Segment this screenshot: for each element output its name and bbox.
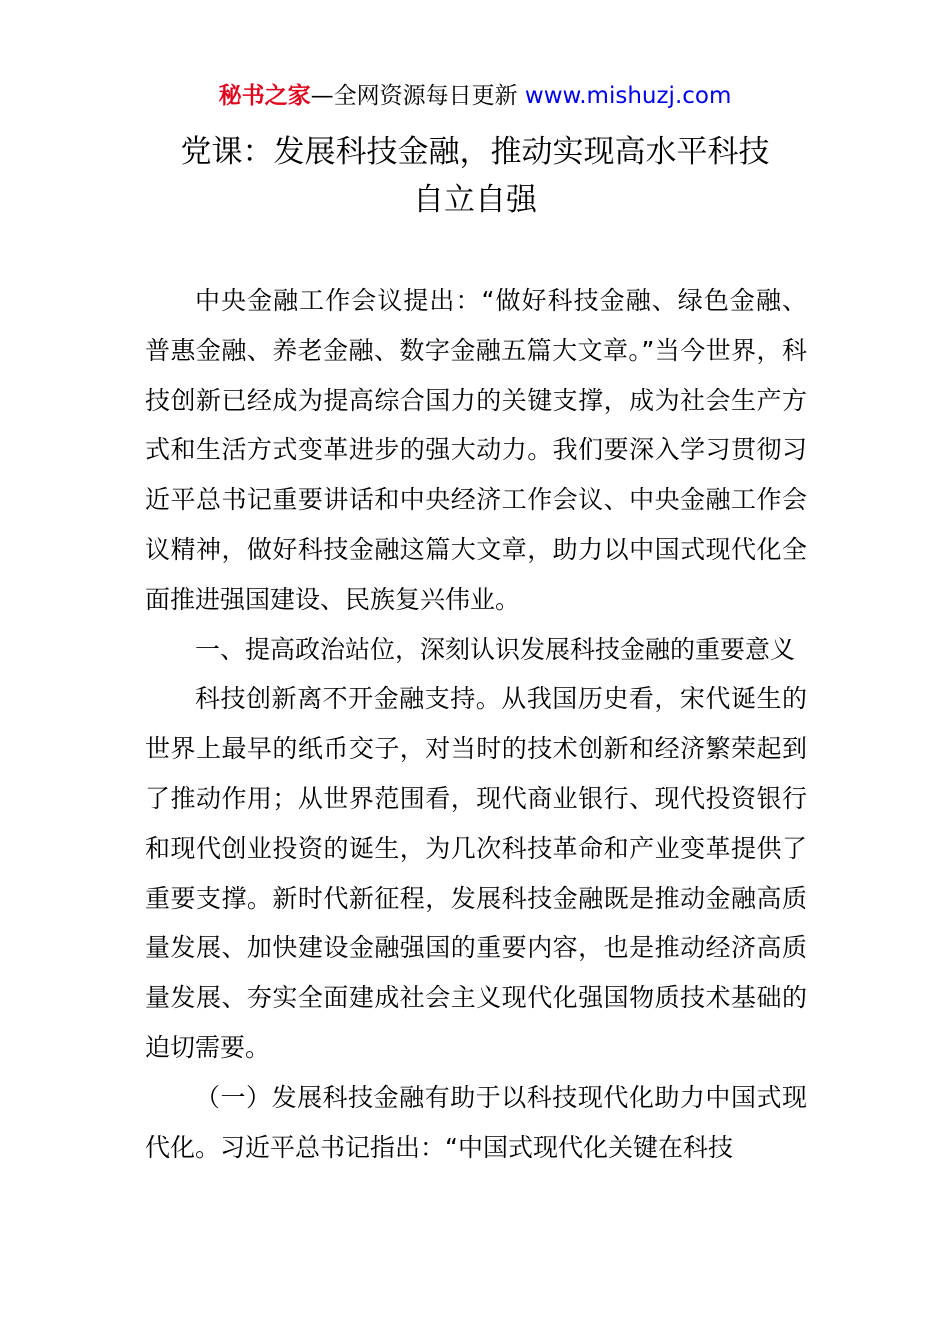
paragraph: （一）发展科技金融有助于以科技现代化助力中国式现代化。习近平总书记指出：“中国式现代化关键在科技 xyxy=(145,1082,807,1162)
paragraph: 中央金融工作会议提出：“做好科技金融、绿色金融、普惠金融、养老金融、数字金融五篇大文章。”当今世界，科技创新已经成为提高综合国力的关键支撑，成为社会生产方式和生活方式变革进步的强大动力。我们要深入学习贯彻习近平总书记重要讲话和中央经济工作会议、中央金融工作会议精神，做好科技金融这篇大文章，助力以中国式现代化全面推进强国建设、民族复兴伟业。 xyxy=(145,286,807,614)
brand-name: 秘书之家 xyxy=(218,83,311,109)
document-body xyxy=(145,276,807,1172)
document-title xyxy=(0,128,950,224)
paragraph: 科技创新离不开金融支持。从我国历史看，宋代诞生的世界上最早的纸币交子，对当时的技术创新和经济繁荣起到了推动作用；从世界范围看，现代商业银行、现代投资银行和现代创业投资的诞生，为几次科技革命和产业变革提供了重要支撑。新时代新征程，发展科技金融既是推动金融高质量发展、加快建设金融强国的重要内容，也是推动经济高质量发展、夯实全面建成社会主义现代化强国物质技术基础的迫切需要。 xyxy=(145,684,807,1062)
title-line-2: 自立自强 xyxy=(413,182,537,218)
header-tagline: —全网资源每日更新 xyxy=(310,83,518,109)
title-line-1: 党课：发展科技金融，推动实现高水平科技 xyxy=(180,134,770,170)
site-link[interactable]: www.mishuzj.com xyxy=(524,83,732,109)
section-heading: 一、提高政治站位，深刻认识发展科技金融的重要意义 xyxy=(195,634,796,664)
site-header xyxy=(0,80,950,112)
